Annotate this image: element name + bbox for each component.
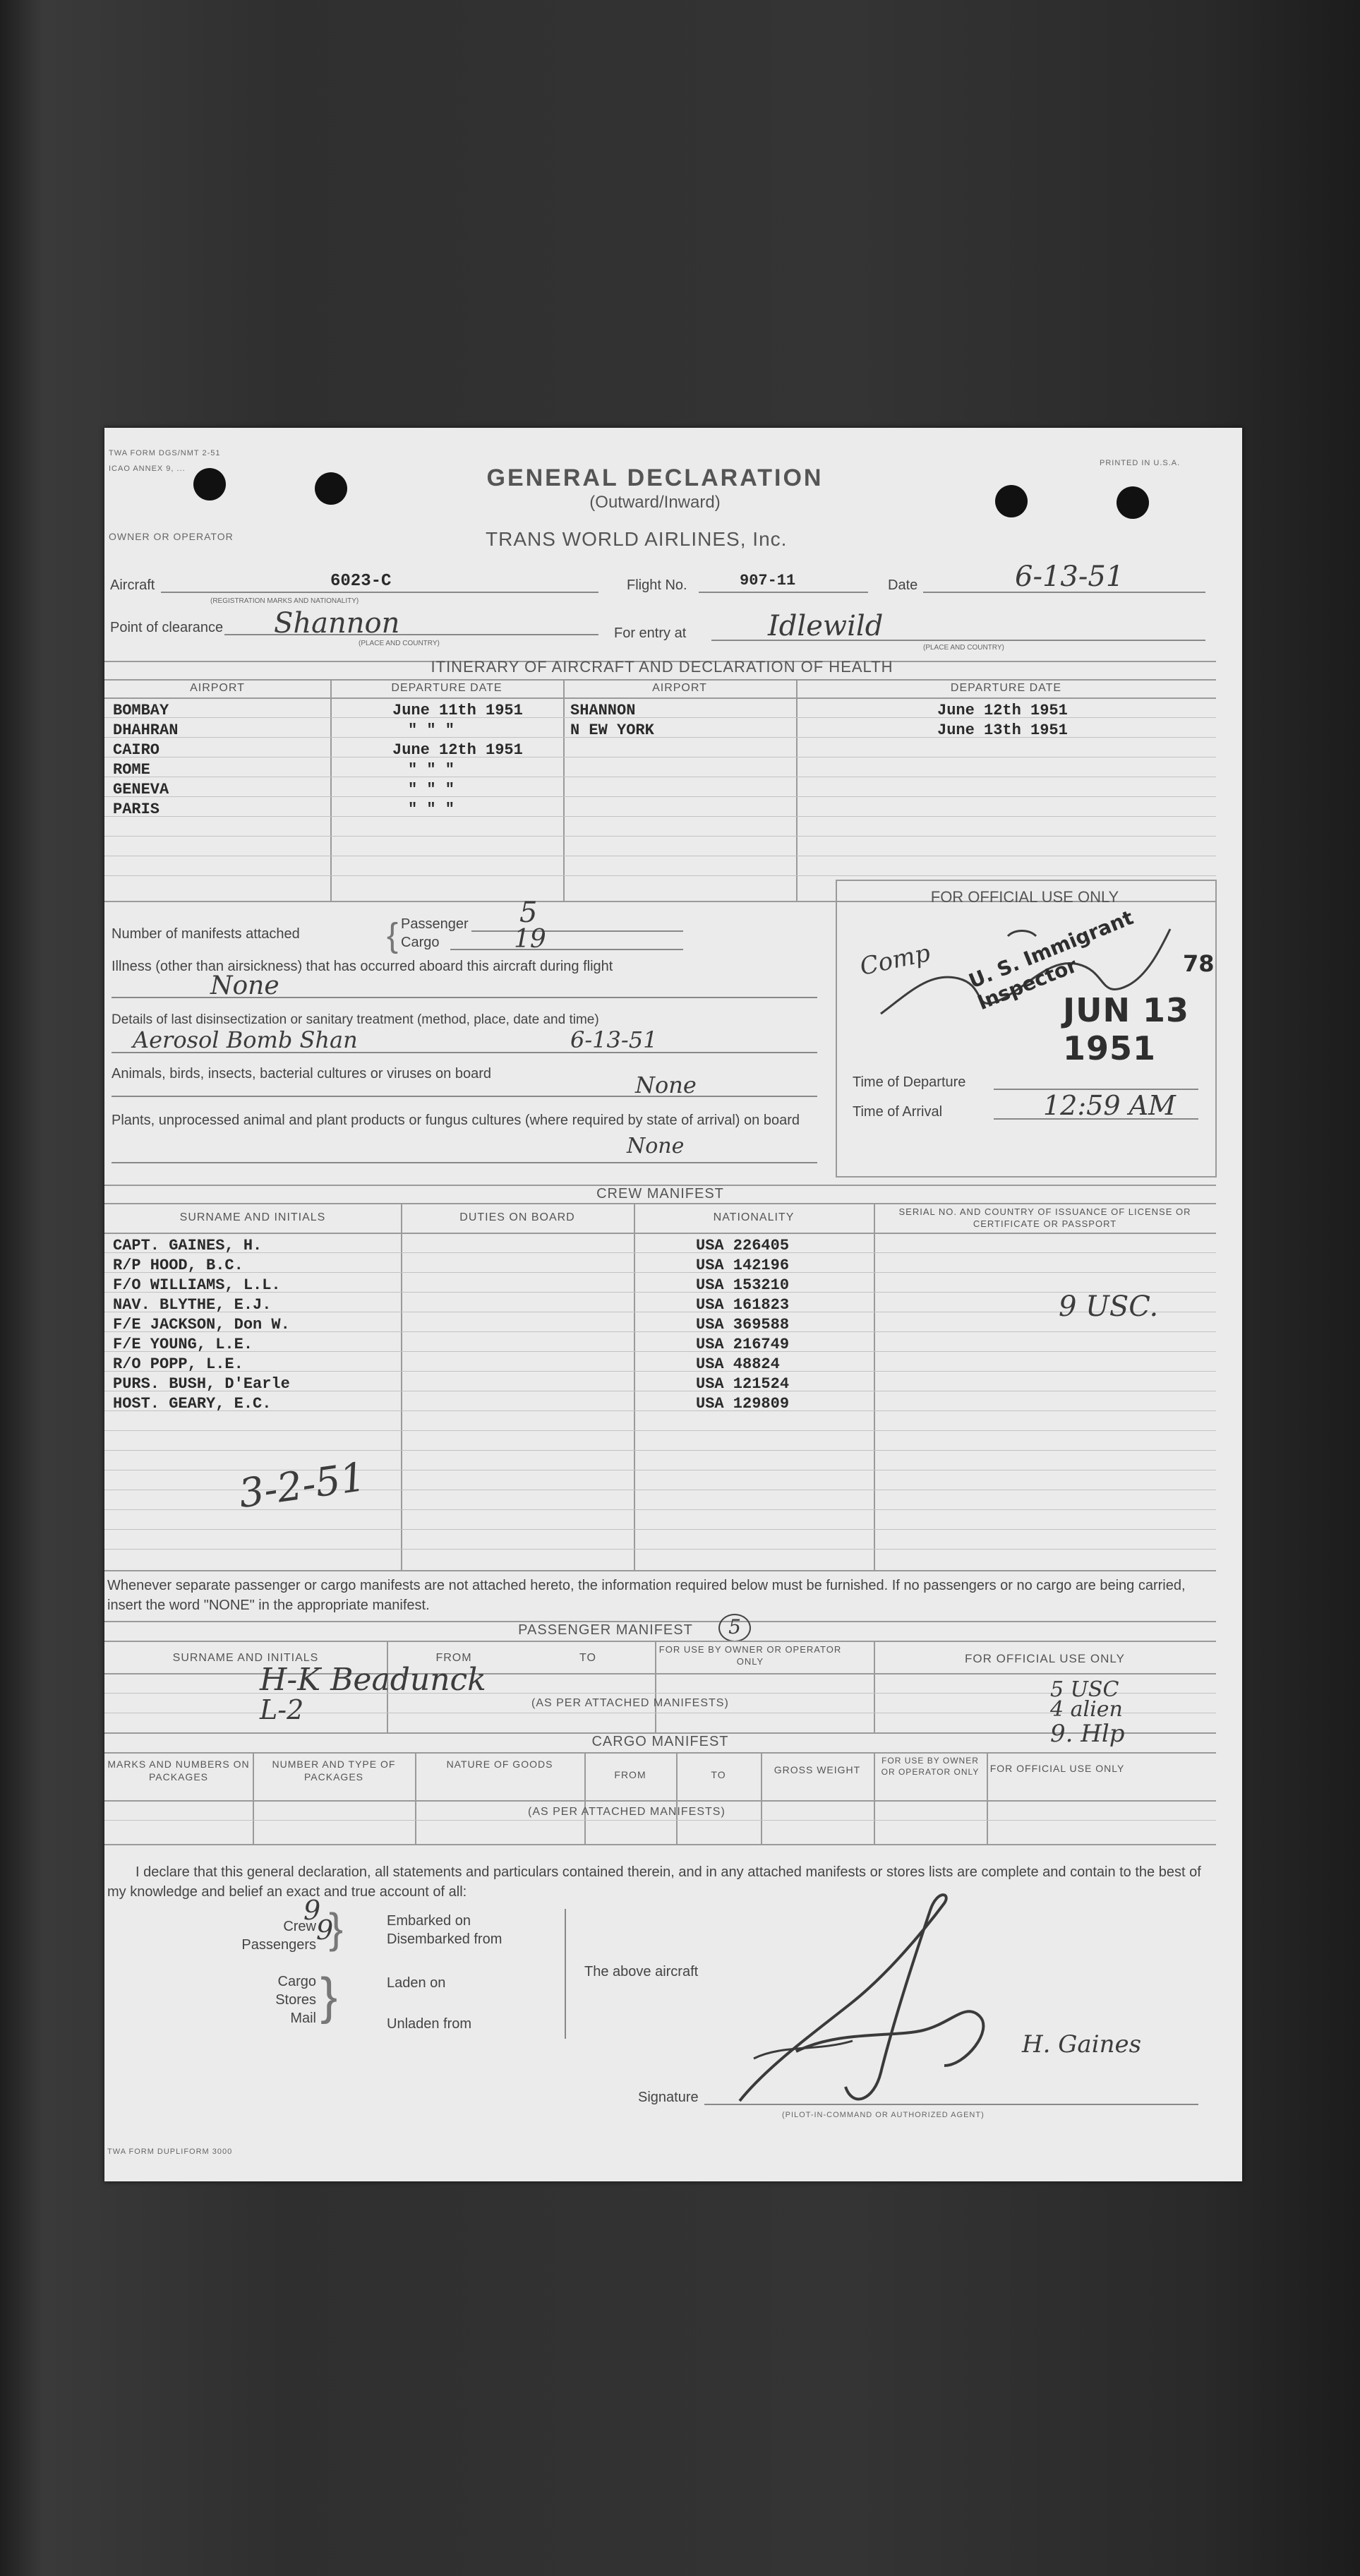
clearance-sub: (PLACE AND COUNTRY) [359,640,440,647]
itinerary-date: " " " [408,781,455,798]
passenger-count-label: Passenger [401,916,469,932]
decl-passengers-value: 9 [316,1915,334,1946]
itinerary-date: " " " [408,801,455,818]
cargo-gross-header: GROSS WEIGHT [774,1764,861,1775]
passenger-official-2: 4 alien [1050,1697,1123,1722]
crew-nationality-header: NATIONALITY [713,1211,795,1223]
flight-label: Flight No. [627,577,687,593]
cargo-official-header: FOR OFFICIAL USE ONLY [989,1763,1125,1774]
passenger-to-header: TO [579,1652,596,1664]
itinerary-departure-header: DEPARTURE DATE [391,682,503,694]
itinerary-airport: PARIS [113,801,160,818]
inspector-number: 78 [1183,950,1215,977]
signature-hand: H. Gaines [1022,2030,1142,2059]
itinerary-airport-header: AIRPORT [190,682,245,694]
itinerary-date: " " " [408,761,455,779]
itinerary-date: " " " [408,721,455,739]
decl-laden: Laden on [387,1975,446,1991]
crew-title: CREW MANIFEST [596,1186,724,1202]
cargo-title: CARGO MANIFEST [591,1734,729,1749]
decl-crew-label: Crew [283,1919,316,1934]
passenger-count-value: 5 [519,897,538,929]
printed-note: PRINTED IN U.S.A. [1100,459,1181,467]
signature-label: Signature [638,2090,699,2105]
decl-embarked: Embarked on [387,1913,471,1929]
aircraft-value: 6023-C [330,572,392,591]
time-arrival-value: 12:59 AM [1043,1090,1176,1121]
aircraft-label: Aircraft [110,577,155,593]
crew-hand-note: 3-2-51 [236,1454,369,1518]
crew-official-note: 9 USC. [1059,1290,1159,1323]
entry-label: For entry at [614,625,687,641]
itinerary-date: June 11th 1951 [392,702,523,719]
punch-hole [315,472,347,505]
cargo-marks-header: MARKS AND NUMBERS ON PACKAGES [107,1759,250,1783]
itinerary-date: June 13th 1951 [937,721,1068,739]
crew-nationality: USA 129809 [696,1395,790,1413]
manifests-label: Number of manifests attached [112,926,300,942]
itinerary-date: June 12th 1951 [937,702,1068,719]
cargo-nature-header: NATURE OF GOODS [446,1759,553,1770]
itinerary-date: June 12th 1951 [392,741,523,759]
illness-label: Illness (other than airsickness) that has occurred aboard this aircraft during flight [112,959,613,974]
decl-cargo-label: Cargo [277,1974,316,1989]
clearance-label: Point of clearance [110,620,224,635]
decl-passengers-label: Passengers [241,1937,316,1953]
passenger-attached: AS PER ATTACHED MANIFESTS [536,1697,725,1709]
decl-above-aircraft: The above aircraft [584,1964,699,1979]
official-note: Comp [857,938,933,982]
decl-disembarked: Disembarked from [387,1931,503,1947]
general-declaration-form: TWA FORM DGS/NMT 2-51 ICAO ANNEX 9, ... PRINTED IN U.S.A. GENERAL DECLARATION (Outward/Inward) OWNER OR OPERATOR TRANS WORLD AIRLINES, Inc. Aircraft 6023-C (REGISTRATION MARKS AND NATIONALITY) Flight No. 907-11 Date 6-13-51 Point of clearance Shannon (PLACE AND COUNTRY) For entry at Idlewild (PLACE AND COUNTRY) ITINERARY OF AIRCRAFT AND DECLARATION OF HEALTH AIRPORT DEPARTURE DATE AIRPORT DEPARTURE DATE BOMBAY June 11th 1951 DHAHRAN " " " CAIRO June 12th 1951 ROME " " " GENEVA " " " PARIS " " " SHANNON June 12th 1951 N EW YORK June 13th 1951 Number of manifests attached { Passenger Cargo 5 19 Illness (other than airsickness) that has occurred aboard this aircraft during flight None Details of last disinsectization or sanitary treatment (method, place, date and time) Aerosol Bomb Shan 6-13-51 Animals, birds, insects, bacterial cultures or viruses on board None Plants, unprocessed animal and plant products or fungus cultures (where required by state of arrival) on board None FOR OFFICIAL USE ONLY Comp U. S. Immigrant Inspector 78 JUN 13 1951 Time of Departure Time of Arrival 12:59 AM CREW MANIFEST SURNAME AND INITIALS DUTIES ON BOARD NATIONALITY SERIAL NO. AND COUNTRY OF ISSUANCE OF LICENSE OR CERTIFICATE OR PASSPORT CAPT. GAINES, H. USA 226405 R/P HOOD, B.C. USA 142196 F/O WILLIAMS, L.L. USA 153210 NAV. BLYTHE, E.J. USA 161823 F/E JACKSON, Don W. USA 369588 F/E YOUNG, L.E. USA 216749 R/O POPP, L.E. USA 48824 PURS. BUSH, D'Earle USA 121524 HOST. GEARY, E.C. USA 129809 9 USC. 3-2-51 Whenever separate passenger or cargo manifests are not attached hereto, the information required below must be furnished. If no passengers or no cargo are being carried, insert the word "NONE" in the appropriate manifest. PASSENGER MANIFEST 5 SURNAME AND INITIALS FROM TO FOR USE BY OWNER OR OPERATOR ONLY FOR OFFICIAL USE ONLY H-K Beadunck L-2 (AS PER ATTACHED MANIFESTS) 5 USC 4 alien 9. Hlp CARGO MANIFEST MARKS AND NUMBERS ON PACKAGES NUMBER AND TYPE OF PACKAGES NATURE OF GOODS FROM TO GROSS WEIGHT FOR USE BY OWNER OR OPERATOR ONLY FOR OFFICIAL USE ONLY (AS PER ATTACHED MANIFESTS) I declare that this general declaration, all statements and particulars contained therein, and in any attached manifests or stores lists are complete and contain to the best of my knowledge and belief an exact and true account of all: Crew Passengers 9 9 } Cargo Stores Mail } Embarked on Disembarked from Laden on Unladen from The above aircraft Signature (PILOT-IN-COMMAND OR AUTHORIZED AGENT) H. Gaines TWA FORM DUPLIFORM 3000 [104,428,1242,2181]
disinsect-label: Details of last disinsectization or sanitary treatment (method, place, date and time) [112,1012,599,1027]
plants-label: Plants, unprocessed animal and plant products or fungus cultures (where required by state of arrival) on board [112,1113,800,1128]
signature-sub: (PILOT-IN-COMMAND OR AUTHORIZED AGENT) [782,2111,985,2119]
form-subtitle: (Outward/Inward) [589,493,721,512]
itinerary-title: ITINERARY OF AIRCRAFT AND DECLARATION OF HEALTH [431,658,893,676]
punch-hole [1117,486,1149,519]
cargo-to-header: TO [711,1769,726,1780]
aircraft-sub: (REGISTRATION MARKS AND NATIONALITY) [210,597,359,605]
passenger-hand-1: H-K Beadunck [260,1662,486,1698]
disinsect-value: Aerosol Bomb Shan [133,1026,358,1053]
crew-serial-header: SERIAL NO. AND COUNTRY OF ISSUANCE OF LICENSE OR CERTIFICATE OR PASSPORT [898,1206,1191,1229]
crew-name: CAPT. GAINES, H. [113,1237,263,1254]
form-number: TWA FORM DGS/NMT 2-51 [109,449,221,457]
plants-value: None [627,1134,685,1158]
crew-name: NAV. BLYTHE, E.J. [113,1296,272,1314]
itinerary-departure-header-2: DEPARTURE DATE [950,682,1062,694]
clearance-value: Shannon [274,607,400,640]
punch-hole [995,485,1028,517]
passenger-official-1: 5 USC [1050,1677,1119,1702]
crew-name: R/P HOOD, B.C. [113,1257,243,1274]
itinerary-airport: BOMBAY [113,702,169,719]
itinerary-airport: DHAHRAN [113,721,179,739]
crew-nationality: USA 161823 [696,1296,790,1314]
disinsect-date: 6-13-51 [570,1026,658,1053]
form-title: GENERAL DECLARATION [486,465,824,491]
airline-name: TRANS WORLD AIRLINES, Inc. [486,528,788,550]
cargo-count-label: Cargo [401,935,440,950]
decl-stores-label: Stores [275,1992,316,2008]
passenger-name-header: SURNAME AND INITIALS [172,1652,319,1664]
owner-label: OWNER OR OPERATOR [109,531,234,542]
decl-unladen: Unladen from [387,2016,472,2032]
passenger-title: PASSENGER MANIFEST [518,1622,693,1638]
punch-hole [193,468,226,501]
inspector-stamp-date: JUN 13 1951 [1063,991,1189,1067]
crew-nationality: USA 226405 [696,1237,790,1254]
passenger-hand-2: L-2 [260,1694,304,1725]
itinerary-airport: ROME [113,761,150,779]
passenger-from-header: FROM [435,1652,472,1664]
crew-name: F/O WILLIAMS, L.L. [113,1276,281,1294]
animals-value: None [635,1072,697,1098]
itinerary-airport: N EW YORK [570,721,654,739]
crew-name: PURS. BUSH, D'Earle [113,1375,290,1393]
passenger-count-circle: 5 [718,1614,751,1642]
crew-nationality: USA 121524 [696,1375,790,1393]
crew-name: R/O POPP, L.E. [113,1355,243,1373]
cargo-attached: AS PER ATTACHED MANIFESTS [532,1806,721,1818]
crew-nationality: USA 142196 [696,1257,790,1274]
manifest-instruction: Whenever separate passenger or cargo manifests are not attached hereto, the information required below must be furnished. If no passengers or no cargo are being carried, insert the word "NONE" in the appropriate manifest. [107,1578,1186,1613]
cargo-owner-header: FOR USE BY OWNER OR OPERATOR ONLY [881,1756,980,1777]
date-label: Date [888,577,918,593]
passenger-official-3: 9. Hlp [1050,1720,1125,1748]
declaration-text: I declare that this general declaration, all statements and particulars contained therein, and in any attached manifests or stores lists are complete and contain to the best of my knowledge and belief an exact and true account of all: [107,1864,1201,1900]
date-value: 6-13-51 [1015,561,1124,593]
entry-sub: (PLACE AND COUNTRY) [923,644,1004,652]
crew-nationality: USA 153210 [696,1276,790,1294]
crew-name-header: SURNAME AND INITIALS [179,1211,326,1223]
crew-name: HOST. GEARY, E.C. [113,1395,272,1413]
entry-value: Idlewild [768,610,884,642]
cargo-count-value: 19 [514,925,546,954]
animals-label: Animals, birds, insects, bacterial cultures or viruses on board [112,1066,492,1082]
inspector-stamp: U. S. Immigrant Inspector [965,906,1137,1015]
pilot-signature [711,1889,1107,2115]
itinerary-airport-header-2: AIRPORT [652,682,707,694]
time-arrival-label: Time of Arrival [853,1104,943,1120]
cargo-from-header: FROM [614,1769,646,1780]
illness-value: None [210,971,279,1000]
crew-duties-header: DUTIES ON BOARD [459,1211,575,1223]
annex-note: ICAO ANNEX 9, ... [109,465,186,473]
passenger-owner-header: FOR USE BY OWNER OR OPERATOR ONLY [658,1644,842,1667]
crew-nationality: USA 216749 [696,1336,790,1353]
cargo-number-header: NUMBER AND TYPE OF PACKAGES [272,1759,396,1783]
official-box-title: FOR OFFICIAL USE ONLY [930,888,1119,906]
crew-nationality: USA 369588 [696,1316,790,1334]
itinerary-airport: SHANNON [570,702,636,719]
decl-crew-value: 9 [303,1895,321,1926]
decl-mail-label: Mail [290,2011,316,2026]
crew-nationality: USA 48824 [696,1355,780,1373]
itinerary-airport: CAIRO [113,741,160,759]
time-departure-label: Time of Departure [853,1074,966,1090]
crew-name: F/E JACKSON, Don W. [113,1316,290,1334]
footer-form: TWA FORM DUPLIFORM 3000 [107,2147,233,2156]
flight-value: 907-11 [740,572,796,589]
crew-name: F/E YOUNG, L.E. [113,1336,253,1353]
passenger-official-header: FOR OFFICIAL USE ONLY [965,1652,1125,1665]
itinerary-airport: GENEVA [113,781,169,798]
